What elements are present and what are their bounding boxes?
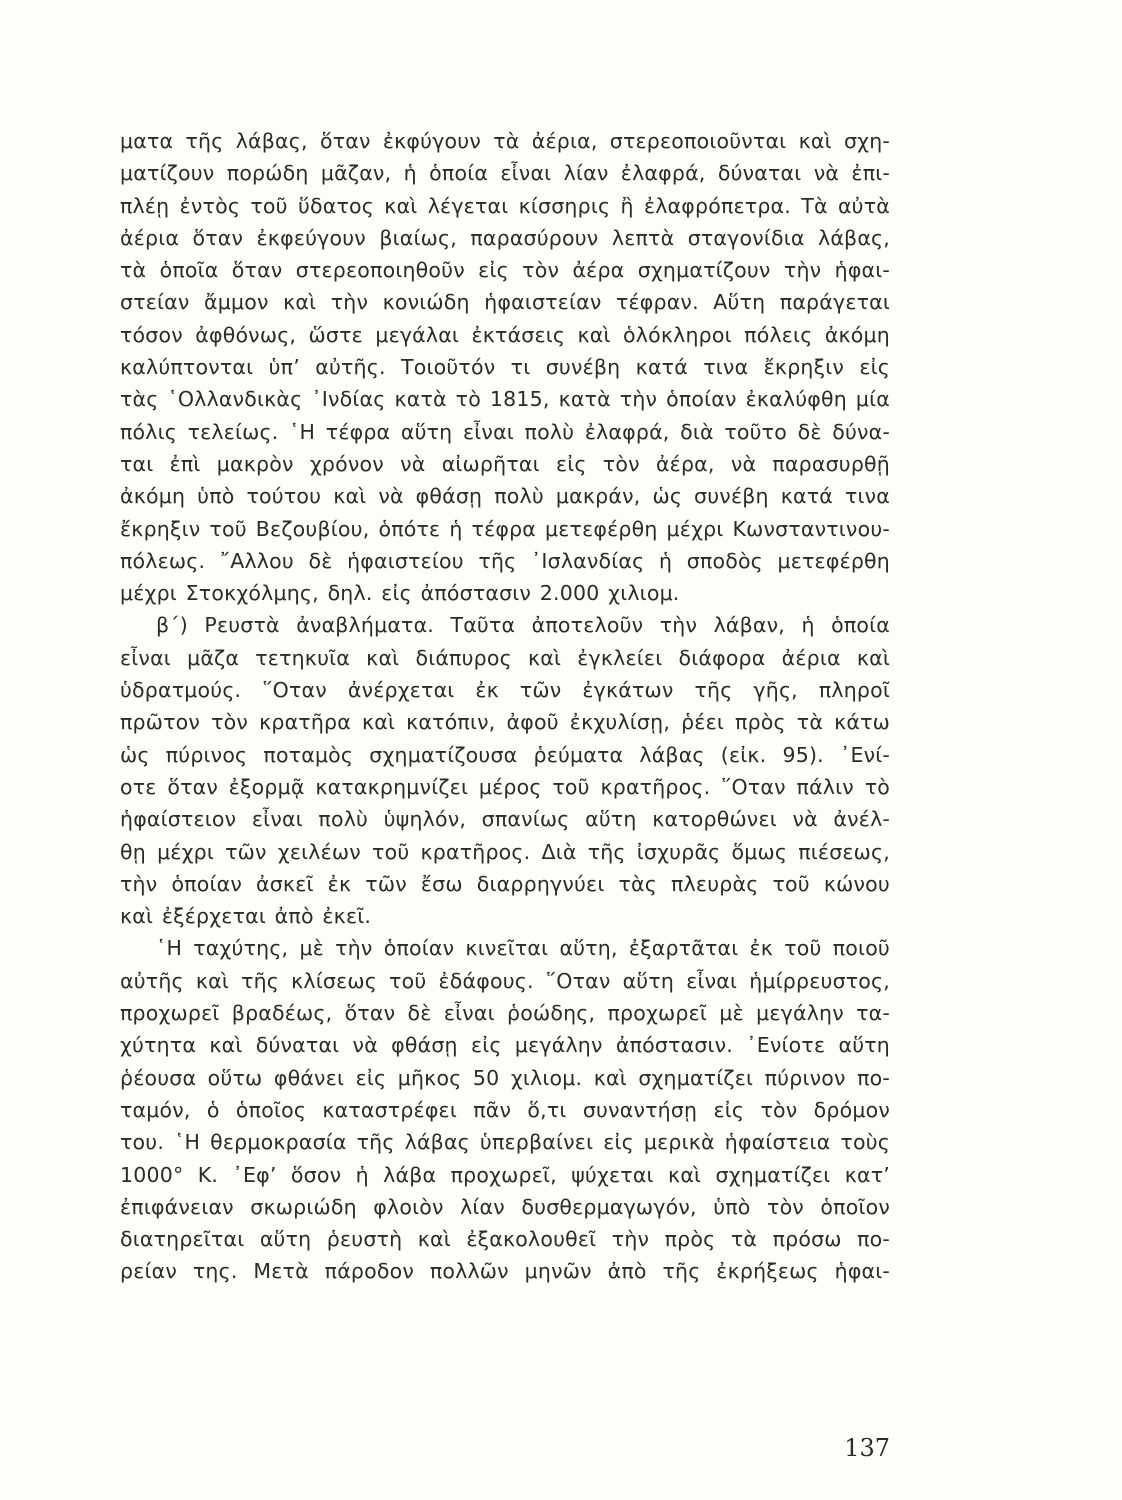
text-line: τόσον ἀφθόνως, ὥστε μεγάλαι ἐκτάσεις καὶ ὁλόκληροι πόλεις ἀκόμη: [120, 322, 890, 347]
text-line: πρῶτον τὸν κρατῆρα καὶ κατόπιν, ἀφοῦ ἐκχυλίσῃ, ῥέει πρὸς τὰ κάτω: [120, 710, 890, 735]
text-line: πόλις τελείως. ῾Η τέφρα αὕτη εἶναι πολὺ ἐλαφρά, διὰ τοῦτο δὲ δύνα-: [120, 419, 890, 444]
text-line: τὰ ὁποῖα ὅταν στερεοποιηθοῦν εἰς τὸν ἀέρα σχηματίζουν τὴν ἡφαι-: [120, 258, 890, 283]
text-line: καλύπτονται ὑπ’ αὐτῆς. Τοιοῦτόν τι συνέβη κατά τινα ἔκρηξιν εἰς: [120, 355, 890, 380]
text-line: ἐπιφάνειαν σκωριώδη φλοιὸν λίαν δυσθερμαγωγόν, ὑπὸ τὸν ὁποῖον: [120, 1194, 890, 1219]
text-line: ἀέρια ὅταν ἐκφεύγουν βιαίως, παρασύρουν λεπτὰ σταγονίδια λάβας,: [120, 225, 890, 250]
paragraph-start-line: ῾Η ταχύτης, μὲ τὴν ὁποίαν κινεῖται αὕτη, ἐξαρτᾶται ἐκ τοῦ ποιοῦ: [156, 936, 890, 961]
text-line: 1000° Κ. ᾿Εφ’ ὅσον ἡ λάβα προχωρεῖ, ψύχεται καὶ σχηματίζει κατ’: [120, 1162, 890, 1187]
text-line: θῃ μέχρι τῶν χειλέων τοῦ κρατῆρος. Διὰ τῆς ἰσχυρᾶς ὅμως πιέσεως,: [120, 839, 890, 864]
text-line: πόλεως. ῎Αλλου δὲ ἡφαιστείου τῆς ᾿Ισλανδίας ἡ σποδὸς μετεφέρθη: [120, 548, 890, 573]
paragraph-end-line: καὶ ἐξέρχεται ἀπὸ ἐκεῖ.: [120, 904, 372, 929]
text-line: ματα τῆς λάβας, ὅταν ἐκφύγουν τὰ ἀέρια, στερεοποιοῦνται καὶ σχη-: [120, 129, 890, 153]
paragraph-start-line: β΄) Ρευστὰ ἀναβλήματα. Ταῦτα ἀποτελοῦν τὴν λάβαν, ἡ ὁποία: [156, 613, 890, 638]
text-line: ὡς πύρινος ποταμὸς σχηματίζουσα ῥεύματα λάβας (εἰκ. 95). ᾿Ενί-: [120, 742, 890, 767]
text-line: ὑδρατμούς. ῞Οταν ἀνέρχεται ἐκ τῶν ἐγκάτων τῆς γῆς, πληροῖ: [120, 678, 890, 703]
text-line: του. ῾Η θερμοκρασία τῆς λάβας ὑπερβαίνει εἰς μερικὰ ἡφαίστεια τοὺς: [120, 1130, 890, 1155]
text-line: ἡφαίστειον εἶναι πολὺ ὑψηλόν, σπανίως αὕτη κατορθώνει νὰ ἀνέλ-: [120, 807, 890, 832]
text-line: ταμόν, ὁ ὁποῖος καταστρέφει πᾶν ὅ,τι συναντήσῃ εἰς τὸν δρόμον: [120, 1097, 890, 1122]
text-line: ἔκρηξιν τοῦ Βεζουβίου, ὁπότε ἡ τέφρα μετεφέρθη μέχρι Κωνσταντινου-: [120, 516, 890, 541]
text-line: πλέῃ ἐντὸς τοῦ ὕδατος καὶ λέγεται κίσσηρις ἢ ἐλαφρόπετρα. Τὰ αὐτὰ: [120, 193, 890, 218]
text-line: προχωρεῖ βραδέως, ὅταν δὲ εἶναι ῥοώδης, προχωρεῖ μὲ μεγάλην τα-: [120, 1001, 890, 1026]
text-line: τὰς ῾Ολλανδικὰς ᾿Ινδίας κατὰ τὸ 1815, κατὰ τὴν ὁποίαν ἐκαλύφθη μία: [120, 387, 890, 412]
body-text: [120, 125, 890, 1288]
text-line: τὴν ὁποίαν ἀσκεῖ ἐκ τῶν ἔσω διαρρηγνύει τὰς πλευρὰς τοῦ κώνου: [120, 871, 890, 896]
text-line: εἶναι μᾶζα τετηκυῖα καὶ διάπυρος καὶ ἐγκλείει διάφορα ἀέρια καὶ: [120, 645, 890, 670]
text-line: ται ἐπὶ μακρὸν χρόνον νὰ αἰωρῆται εἰς τὸν ἀέρα, νὰ παρασυρθῇ: [120, 451, 890, 476]
text-line: ἀκόμη ὑπὸ τούτου καὶ νὰ φθάσῃ πολὺ μακράν, ὡς συνέβη κατά τινα: [120, 484, 890, 509]
paragraph-end-line: μέχρι Στοκχόλμης, δηλ. εἰς ἀπόστασιν 2.000 χιλιομ.: [120, 581, 680, 606]
text-line: αὐτῆς καὶ τῆς κλίσεως τοῦ ἐδάφους. ῞Οταν αὕτη εἶναι ἡμίρρευστος,: [120, 968, 890, 993]
text-line: ματίζουν πορώδη μᾶζαν, ἡ ὁποία εἶναι λίαν ἐλαφρά, δύναται νὰ ἐπι-: [120, 161, 890, 186]
text-line: χύτητα καὶ δύναται νὰ φθάσῃ εἰς μεγάλην ἀπόστασιν. ᾿Ενίοτε αὕτη: [120, 1033, 890, 1058]
text-line: διατηρεῖται αὕτη ῥευστὴ καὶ ἐξακολουθεῖ τὴν πρὸς τὰ πρόσω πο-: [120, 1227, 890, 1252]
text-line: οτε ὅταν ἐξορμᾷ κατακρημνίζει μέρος τοῦ κρατῆρος. ῞Οταν πάλιν τὸ: [120, 774, 890, 799]
text-line: ῥέουσα οὕτω φθάνει εἰς μῆκος 50 χιλιομ. καὶ σχηματίζει πύρινον πο-: [120, 1065, 890, 1090]
text-line: ρείαν της. Μετὰ πάροδον πολλῶν μηνῶν ἀπὸ τῆς ἐκρήξεως ἡφαι-: [120, 1259, 890, 1284]
page-number: 137: [844, 1434, 890, 1462]
text-line: στείαν ἄμμον καὶ τὴν κονιώδη ἡφαιστείαν τέφραν. Αὕτη παράγεται: [120, 290, 890, 315]
